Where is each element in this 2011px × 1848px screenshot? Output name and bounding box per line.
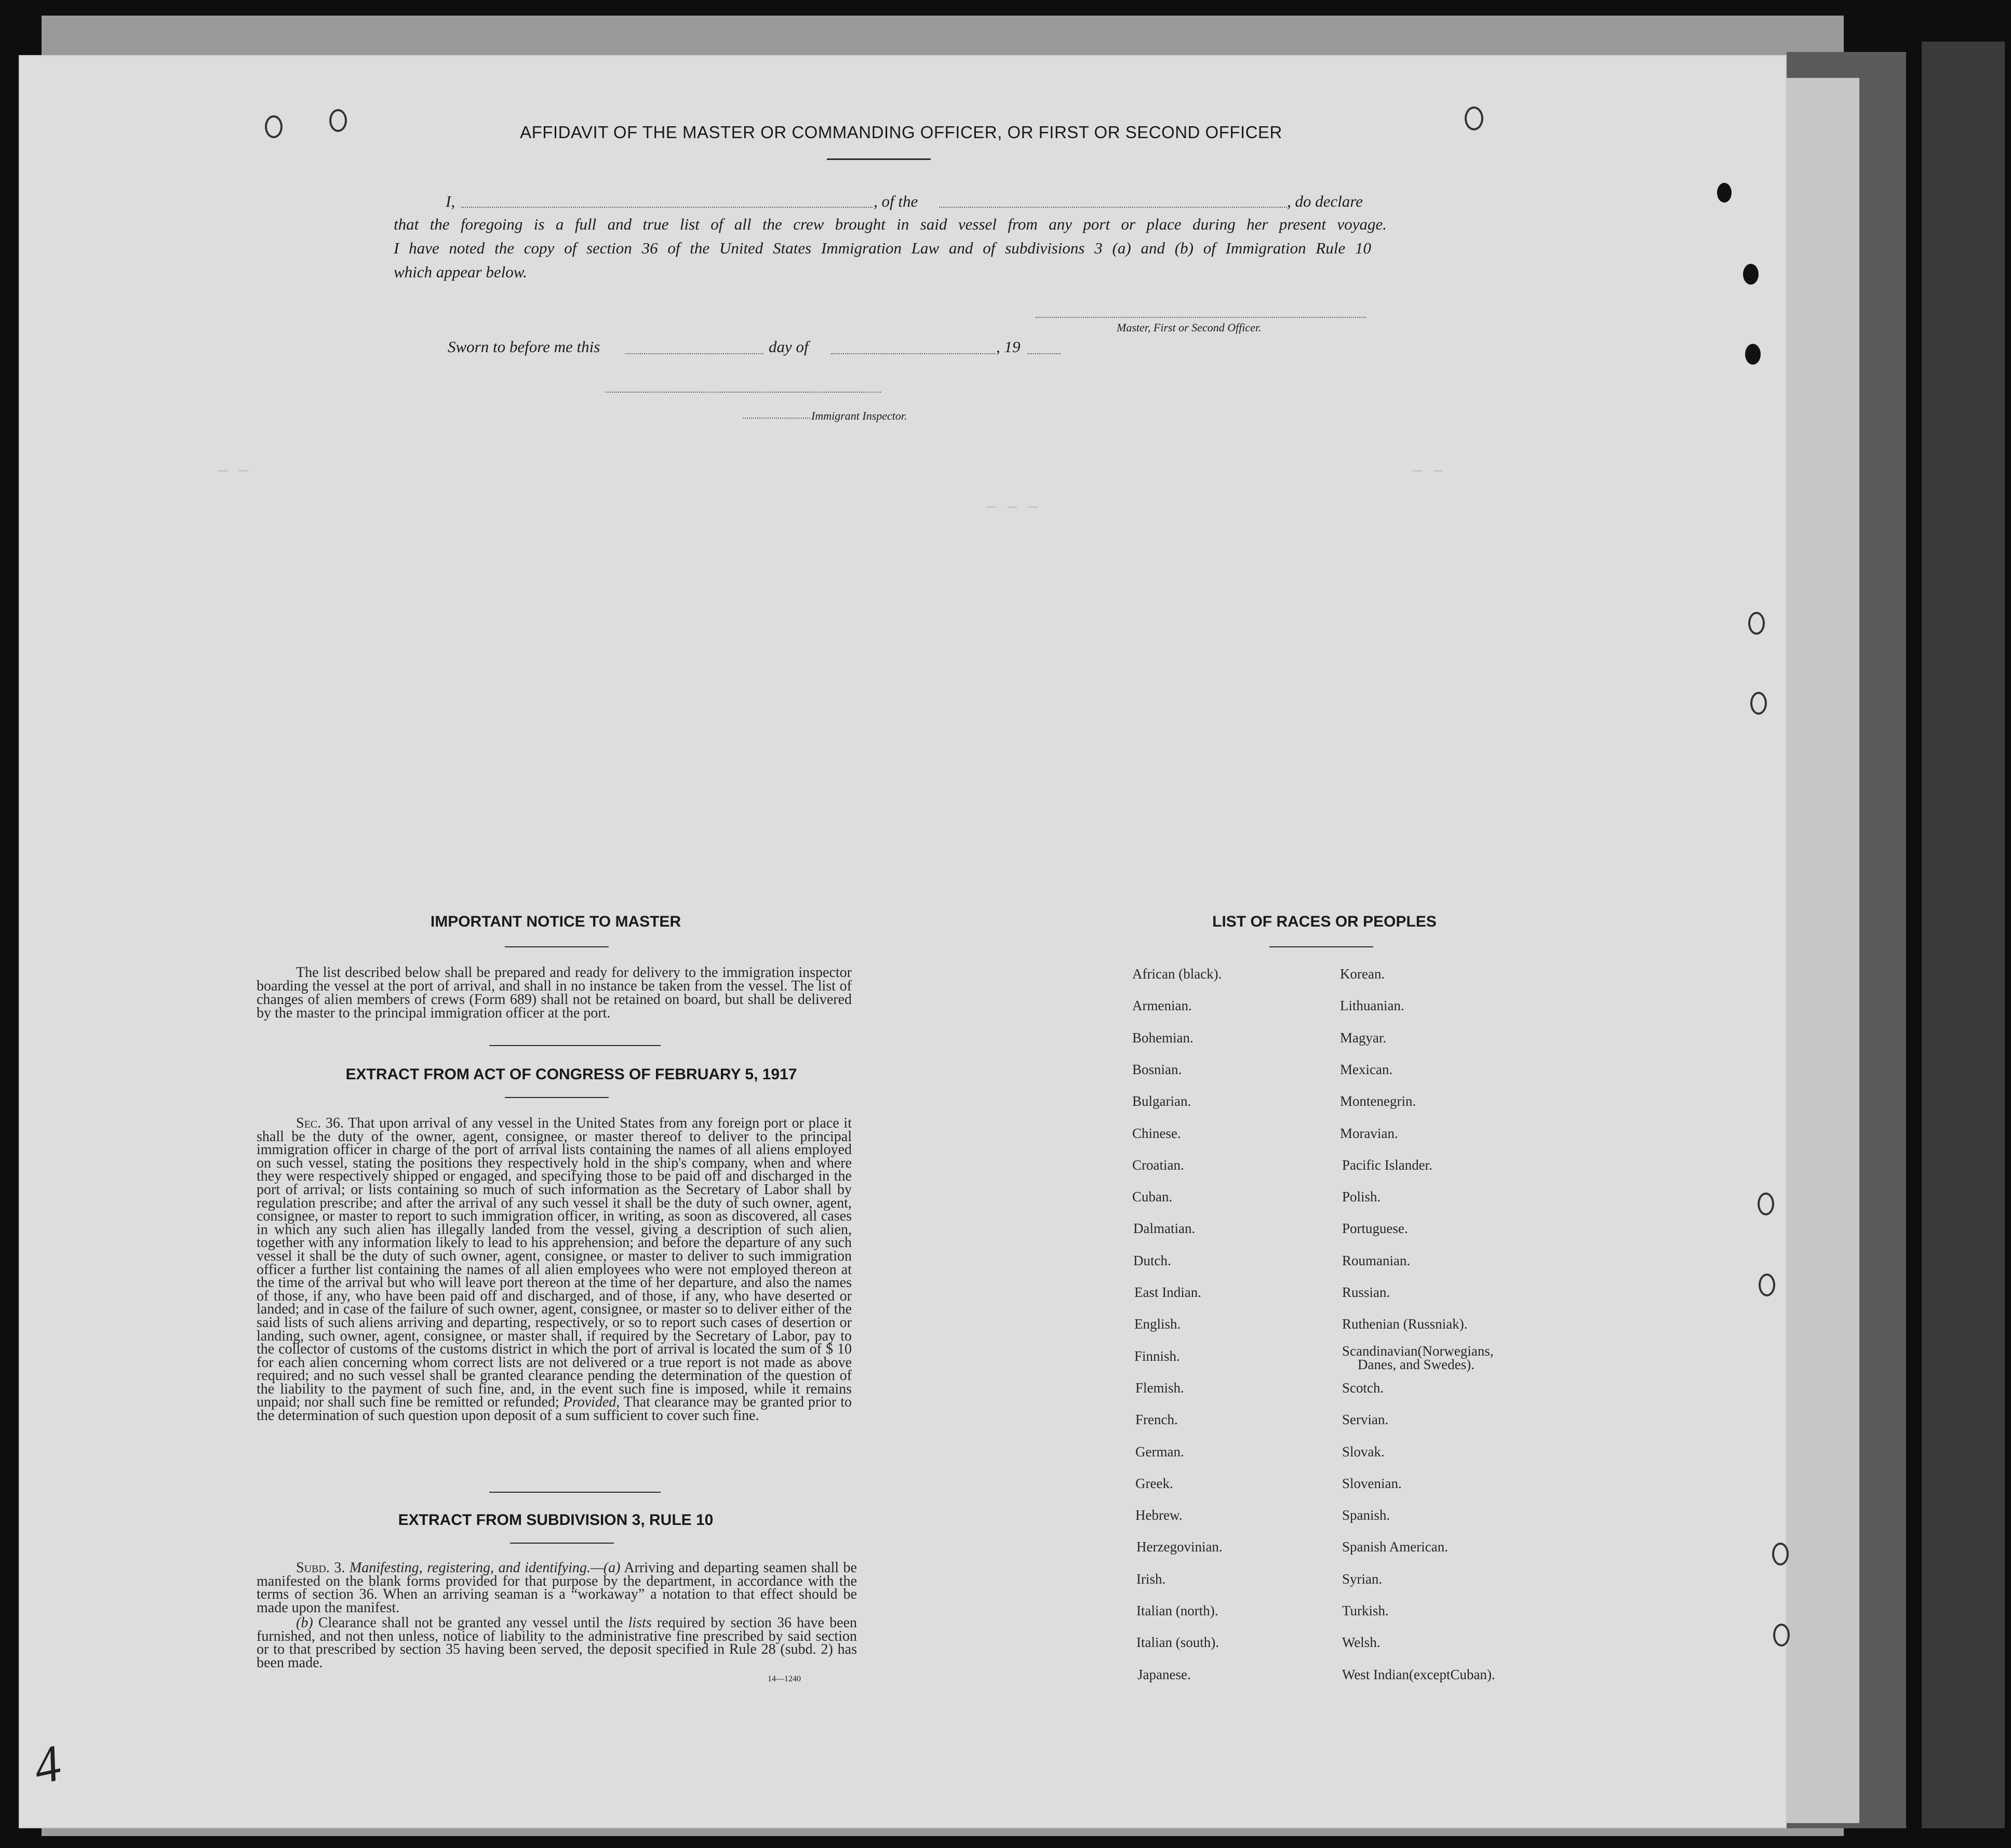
title-underline bbox=[827, 158, 931, 160]
rule-b-body-2: required by section 36 have been furnished, and not then unless, notice of liability to the administrative fine prescribed by said section or to that prescribed by section 35 having been served, the deposit specified in Rule 28 (subd. 2) has been made. bbox=[257, 1615, 857, 1671]
rule-heading: Manifesting, registering, and identifying.—(a) bbox=[349, 1560, 621, 1576]
race-item: Dalmatian. bbox=[1133, 1221, 1196, 1236]
act-body-end: That clearance may be granted prior to the determination of such question upon deposit of a sum sufficient to cover such fine. bbox=[257, 1394, 852, 1424]
race-item: Russian. bbox=[1342, 1284, 1390, 1300]
race-item: African (black). bbox=[1132, 966, 1222, 982]
background-sheet-dark bbox=[1922, 42, 2005, 1828]
race-item: Korean. bbox=[1340, 966, 1385, 982]
race-item: Pacific Islander. bbox=[1342, 1157, 1432, 1173]
provided-word: Provided, bbox=[563, 1394, 620, 1411]
act-underline bbox=[505, 1097, 609, 1098]
race-item: West Indian(exceptCuban). bbox=[1342, 1667, 1495, 1682]
race-item: Slovenian. bbox=[1342, 1476, 1402, 1491]
race-item: Cuban. bbox=[1132, 1189, 1173, 1204]
bleed-through-text: — — bbox=[218, 462, 250, 480]
subd-label: Subd. 3. bbox=[296, 1560, 345, 1576]
races-underline bbox=[1269, 946, 1373, 947]
race-item: Syrian. bbox=[1342, 1571, 1383, 1587]
race-item: Welsh. bbox=[1342, 1635, 1380, 1650]
affidavit-title: AFFIDAVIT OF THE MASTER OR COMMANDING OFFICER, OR FIRST OR SECOND OFFICER bbox=[520, 123, 1282, 142]
bleed-through-text: — — — bbox=[987, 499, 1039, 516]
sworn-year-prefix: , 19 bbox=[996, 338, 1021, 356]
rule-a-body: Arriving and departing seamen shall be manifested on the blank forms provided for that purpose by the department, in accordance with the terms of section 36. When an arriving seaman is a “workaway” a notation to that effect should be made upon the manifest. bbox=[257, 1560, 857, 1616]
race-item: Italian (north). bbox=[1136, 1603, 1218, 1618]
races-title: LIST OF RACES OR PEOPLES bbox=[1212, 913, 1437, 930]
race-item: Slovak. bbox=[1342, 1444, 1385, 1459]
race-item: Croatian. bbox=[1132, 1157, 1184, 1173]
punch-hole-icon bbox=[1717, 183, 1732, 203]
declaration-do-declare: , do declare bbox=[1287, 192, 1363, 210]
race-item: Turkish. bbox=[1342, 1603, 1389, 1618]
act-body: That upon arrival of any vessel in the United States from any foreign port or place it shall be the duty of the owner, agent, consignee, or master thereof to deliver to the principal immigration officer in charge of the port of arrival lists containing the names of all aliens employed on such vessel, stating the positions they respectively hold in the ship's company, when and where they were respectively shipped or engaged, and specifying those to be paid off and discharged in the port of arrival; or lists containing so much of such information as the Secretary of Labor shall by regulation prescribe; and after the arrival of any such vessel it shall be the duty of such owner, agent, consignee, or master to report to such immigration officer, in writing, as soon as discovered, all cases in which any such alien has illegally landed from the vessel, giving a description of such alien, together with any information likely to lead to his apprehension; and before the departure of any such vessel it shall be the duty of such owner, agent, consignee, or master to deliver to such immigration officer a further list containing the names of all alien employees who were not employed thereon at the time of the arrival but who will leave port thereon at the time of her departure, and also the names of those, if any, who have been paid off and discharged, and of those, if any, who have deserted or landed; and in case of the failure of such owner, agent, consignee, or master so to deliver either of the said lists of such aliens arriving and departing, respectively, or so to report such cases of desertion or landing, such owner, agent, consignee, or master shall, if required by the Secretary of Labor, pay to the collector of customs of the customs district in which the port of arrival is located the sum of $ 10 for each alien concerning whom correct lists are not delivered or a true report is not made as above required; and no such vessel shall be granted clearance pending the determination of the question of the liability to the payment of such fine, and, in the event such fine is imposed, while it remains unpaid; nor shall such fine be remitted or refunded; bbox=[257, 1115, 852, 1411]
race-item: Mexican. bbox=[1340, 1062, 1393, 1077]
act-extract-text bbox=[257, 1117, 852, 1423]
binder-hole-icon bbox=[1773, 1624, 1790, 1646]
binder-hole-icon bbox=[1759, 1274, 1775, 1296]
race-item: Japanese. bbox=[1137, 1667, 1191, 1682]
sec-label: Sec. 36. bbox=[296, 1115, 344, 1131]
declaration-i: I, bbox=[446, 192, 455, 210]
signature-label: Master, First or Second Officer. bbox=[1117, 321, 1262, 334]
binder-hole-icon bbox=[1758, 1193, 1774, 1215]
inspector-signature-field[interactable] bbox=[606, 392, 881, 393]
declaration-of-the: , of the bbox=[874, 192, 918, 210]
handwritten-mark: 4 bbox=[29, 1734, 66, 1796]
punch-hole-icon bbox=[1745, 344, 1761, 365]
sworn-prefix: Sworn to before me this bbox=[448, 338, 600, 356]
race-item: Polish. bbox=[1342, 1189, 1381, 1204]
binder-hole-icon bbox=[1748, 612, 1765, 635]
race-item: Moravian. bbox=[1340, 1126, 1398, 1141]
vessel-field[interactable] bbox=[939, 207, 1287, 208]
rule-extract-title: EXTRACT FROM SUBDIVISION 3, RULE 10 bbox=[398, 1511, 714, 1529]
name-field[interactable] bbox=[461, 207, 873, 208]
race-item: Bohemian. bbox=[1132, 1030, 1194, 1046]
binder-hole-icon bbox=[1750, 692, 1767, 715]
sworn-year-field[interactable] bbox=[1027, 353, 1061, 354]
notice-underline bbox=[505, 946, 609, 947]
race-item: Dutch. bbox=[1133, 1253, 1171, 1268]
rule-b-body-1: Clearance shall not be granted any vessel until the bbox=[318, 1615, 623, 1631]
binder-hole-icon bbox=[1465, 106, 1483, 130]
act-extract-title: EXTRACT FROM ACT OF CONGRESS OF FEBRUARY 5, 1917 bbox=[345, 1066, 797, 1083]
binder-hole-icon bbox=[329, 109, 347, 132]
b-label: (b) bbox=[296, 1615, 313, 1631]
rule-underline bbox=[510, 1543, 614, 1544]
race-item: Armenian. bbox=[1132, 998, 1192, 1013]
race-item: Scandinavian(Norwegians, bbox=[1342, 1343, 1494, 1359]
race-item: Herzegovinian. bbox=[1136, 1539, 1223, 1555]
race-item: Bulgarian. bbox=[1132, 1093, 1191, 1109]
background-sheet-edge bbox=[1787, 78, 1859, 1823]
race-item: Spanish. bbox=[1342, 1507, 1390, 1523]
race-item: Finnish. bbox=[1134, 1348, 1180, 1364]
rule-text-b bbox=[257, 1616, 857, 1669]
race-item: Greek. bbox=[1135, 1476, 1173, 1491]
race-item: Montenegrin. bbox=[1340, 1093, 1416, 1109]
race-item: Scotch. bbox=[1342, 1380, 1384, 1396]
rule-text-a bbox=[257, 1561, 857, 1614]
race-item: East Indian. bbox=[1134, 1284, 1201, 1300]
race-item-continuation: Danes, and Swedes). bbox=[1358, 1357, 1474, 1372]
race-item: Magyar. bbox=[1340, 1030, 1387, 1046]
sworn-day-field[interactable] bbox=[625, 353, 763, 354]
section-divider bbox=[489, 1492, 661, 1493]
race-item: Irish. bbox=[1136, 1571, 1166, 1587]
race-item: Ruthenian (Russniak). bbox=[1342, 1316, 1468, 1332]
race-item: Hebrew. bbox=[1135, 1507, 1183, 1523]
race-item: Spanish American. bbox=[1342, 1539, 1448, 1555]
race-item: Servian. bbox=[1342, 1412, 1389, 1427]
race-item: Italian (south). bbox=[1136, 1635, 1219, 1650]
race-item: English. bbox=[1134, 1316, 1181, 1332]
race-item: French. bbox=[1135, 1412, 1178, 1427]
binder-hole-icon bbox=[265, 115, 283, 138]
sworn-day-of: day of bbox=[769, 338, 809, 356]
inspector-dots bbox=[743, 418, 810, 419]
race-item: Flemish. bbox=[1135, 1380, 1184, 1396]
bleed-through-text: — — bbox=[1413, 462, 1444, 480]
race-item: Bosnian. bbox=[1132, 1062, 1182, 1077]
declaration-line: that the foregoing is a full and true list of all the crew brought in said vessel from any port or place during her present voyage. bbox=[394, 215, 1387, 233]
sworn-month-field[interactable] bbox=[831, 353, 995, 354]
section-divider bbox=[489, 1045, 661, 1046]
race-item: German. bbox=[1135, 1444, 1184, 1459]
declaration-line: I have noted the copy of section 36 of the United States Immigration Law and of subdivisions 3 (a) and (b) of Immigration Rule 10 bbox=[394, 239, 1371, 257]
lists-word: lists bbox=[628, 1615, 652, 1631]
binder-hole-icon bbox=[1772, 1543, 1789, 1565]
notice-text: The list described below shall be prepared and ready for delivery to the immigration inspector boarding the vessel at the port of arrival, and shall in no instance be taken from the vessel. The list of changes of alien members of crews (Form 689) shall not be retained on board, but shall be delivered by the master to the principal immigration officer at the port. bbox=[257, 965, 852, 1021]
race-item: Portuguese. bbox=[1342, 1221, 1408, 1236]
officer-signature-field[interactable] bbox=[1036, 317, 1366, 318]
race-item: Chinese. bbox=[1132, 1126, 1181, 1141]
inspector-label: Immigrant Inspector. bbox=[811, 409, 907, 422]
notice-title: IMPORTANT NOTICE TO MASTER bbox=[430, 913, 681, 930]
declaration-line: which appear below. bbox=[394, 263, 527, 281]
punch-hole-icon bbox=[1743, 264, 1759, 285]
race-item: Roumanian. bbox=[1342, 1253, 1411, 1268]
race-item: Lithuanian. bbox=[1340, 998, 1404, 1013]
form-number: 14—1240 bbox=[768, 1675, 801, 1683]
